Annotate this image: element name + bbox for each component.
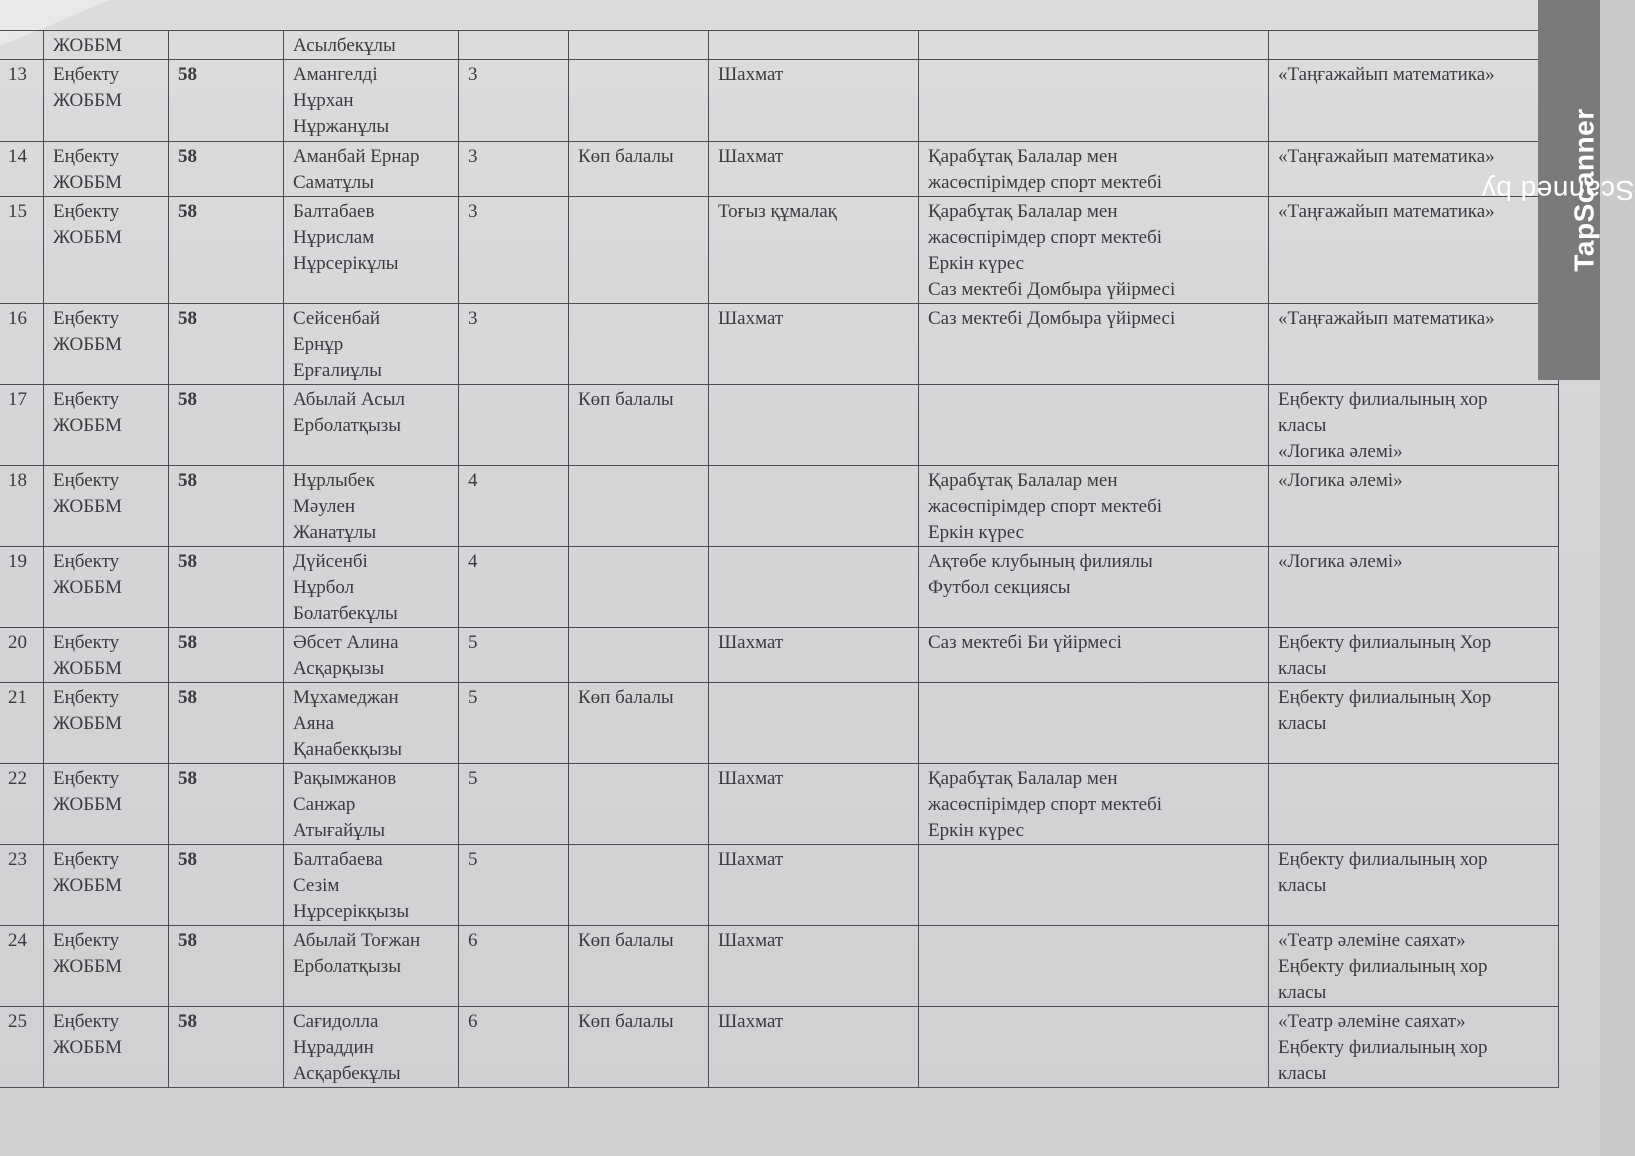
num-text: 14 bbox=[8, 146, 27, 167]
circle-line: «Таңғажайып математика» bbox=[1278, 64, 1495, 85]
school-text: ЖОББМ bbox=[53, 35, 122, 56]
num-text: 16 bbox=[8, 308, 27, 329]
class-cell bbox=[169, 764, 284, 845]
grade-cell bbox=[459, 926, 569, 1007]
district-cell bbox=[919, 926, 1269, 1007]
circle-line: класы bbox=[1278, 415, 1327, 436]
name-line: Сезім bbox=[293, 875, 340, 896]
name-line: Нұрсерікқызы bbox=[293, 901, 410, 922]
school-line: Еңбекту bbox=[53, 146, 120, 167]
circle-cell bbox=[1269, 926, 1559, 1007]
status-cell bbox=[569, 197, 709, 304]
school-line: Еңбекту bbox=[53, 849, 120, 870]
sport-cell bbox=[709, 1007, 919, 1088]
school-line: Еңбекту bbox=[53, 930, 120, 951]
school-cell bbox=[44, 764, 169, 845]
class-cell bbox=[169, 466, 284, 547]
circle-cell bbox=[1269, 304, 1559, 385]
circle-cell bbox=[1269, 628, 1559, 683]
table-row bbox=[0, 845, 1559, 926]
sport-cell bbox=[709, 60, 919, 142]
class-text: 58 bbox=[178, 201, 197, 222]
table-row bbox=[0, 60, 1559, 142]
class-cell bbox=[169, 1007, 284, 1088]
grade-cell bbox=[459, 547, 569, 628]
class-text: 58 bbox=[178, 308, 197, 329]
class-cell bbox=[169, 683, 284, 764]
district-line: Саз мектебі Би үйірмесі bbox=[928, 632, 1122, 653]
name-line: Нұрсерікұлы bbox=[293, 253, 399, 274]
name-line: Сағидолла bbox=[293, 1011, 379, 1032]
circle-line: класы bbox=[1278, 658, 1327, 679]
name-line: Санжар bbox=[293, 794, 356, 815]
school-cell bbox=[44, 197, 169, 304]
name-line: Абылай Асыл bbox=[293, 389, 405, 410]
class-text: 58 bbox=[178, 551, 197, 572]
circle-cell bbox=[1269, 31, 1559, 60]
circle-line: «Театр әлеміне саяхат» bbox=[1278, 930, 1466, 951]
name-cell bbox=[284, 31, 459, 60]
name-line: Атығайұлы bbox=[293, 820, 385, 841]
circle-cell bbox=[1269, 197, 1559, 304]
class-text: 58 bbox=[178, 632, 197, 653]
sport-cell bbox=[709, 845, 919, 926]
circle-cell bbox=[1269, 60, 1559, 142]
table-row bbox=[0, 304, 1559, 385]
grade-cell bbox=[459, 385, 569, 466]
status-text: Көп балалы bbox=[578, 1011, 674, 1032]
status-cell bbox=[569, 385, 709, 466]
school-line: ЖОББМ bbox=[53, 334, 122, 355]
name-line: Балтабаева bbox=[293, 849, 383, 870]
status-cell bbox=[569, 60, 709, 142]
circle-line: Еңбекту филиалының хор bbox=[1278, 389, 1488, 410]
status-cell bbox=[569, 845, 709, 926]
district-line: жасөспірімдер спорт мектебі bbox=[928, 227, 1163, 248]
sport-text: Шахмат bbox=[718, 930, 784, 951]
circle-line: Еңбекту филиалының хор bbox=[1278, 849, 1488, 870]
watermark-text bbox=[1481, 108, 1635, 272]
status-cell bbox=[569, 1007, 709, 1088]
name-line: Балтабаев bbox=[293, 201, 375, 222]
circle-line: «Логика әлемі» bbox=[1278, 441, 1403, 462]
school-cell bbox=[44, 142, 169, 197]
district-line: Қарабұтақ Балалар мен bbox=[928, 768, 1118, 789]
district-cell bbox=[919, 845, 1269, 926]
grade-cell bbox=[459, 845, 569, 926]
district-cell bbox=[919, 628, 1269, 683]
district-line: жасөспірімдер спорт мектебі bbox=[928, 172, 1163, 193]
sport-text: Шахмат bbox=[718, 849, 784, 870]
class-cell bbox=[169, 197, 284, 304]
num-cell bbox=[0, 304, 44, 385]
num-cell bbox=[0, 60, 44, 142]
name-cell bbox=[284, 466, 459, 547]
district-cell bbox=[919, 304, 1269, 385]
class-cell bbox=[169, 845, 284, 926]
school-line: Еңбекту bbox=[53, 551, 120, 572]
num-text: 19 bbox=[8, 551, 27, 572]
table-row bbox=[0, 385, 1559, 466]
num-cell bbox=[0, 547, 44, 628]
name-line: Әбсет Алина bbox=[293, 632, 399, 653]
school-line: ЖОББМ bbox=[53, 227, 122, 248]
table-row bbox=[0, 466, 1559, 547]
name-line: Нұраддин bbox=[293, 1037, 374, 1058]
name-line: Амангелді bbox=[293, 64, 378, 85]
num-cell bbox=[0, 628, 44, 683]
class-cell bbox=[169, 142, 284, 197]
num-text: 25 bbox=[8, 1011, 27, 1032]
num-cell bbox=[0, 31, 44, 60]
circle-cell bbox=[1269, 683, 1559, 764]
status-text: Көп балалы bbox=[578, 687, 674, 708]
class-cell bbox=[169, 628, 284, 683]
students-table bbox=[0, 30, 1559, 1088]
district-cell bbox=[919, 1007, 1269, 1088]
table-row bbox=[0, 547, 1559, 628]
school-line: ЖОББМ bbox=[53, 713, 122, 734]
school-line: ЖОББМ bbox=[53, 90, 122, 111]
circle-line: Еңбекту филиалының хор bbox=[1278, 1037, 1488, 1058]
status-cell bbox=[569, 304, 709, 385]
name-line: Ернұр bbox=[293, 334, 344, 355]
class-text: 58 bbox=[178, 470, 197, 491]
district-line: жасөспірімдер спорт мектебі bbox=[928, 496, 1163, 517]
school-line: ЖОББМ bbox=[53, 875, 122, 896]
num-cell bbox=[0, 683, 44, 764]
school-line: ЖОББМ bbox=[53, 1037, 122, 1058]
circle-line: класы bbox=[1278, 713, 1327, 734]
sport-text: Шахмат bbox=[718, 146, 784, 167]
name-line: Нұрлыбек bbox=[293, 470, 375, 491]
district-cell bbox=[919, 764, 1269, 845]
grade-cell bbox=[459, 142, 569, 197]
status-cell bbox=[569, 764, 709, 845]
grade-cell bbox=[459, 31, 569, 60]
sport-cell bbox=[709, 547, 919, 628]
school-cell bbox=[44, 385, 169, 466]
class-cell bbox=[169, 60, 284, 142]
circle-line: «Логика әлемі» bbox=[1278, 470, 1403, 491]
class-text: 58 bbox=[178, 1011, 197, 1032]
school-line: Еңбекту bbox=[53, 632, 120, 653]
sport-text: Шахмат bbox=[718, 308, 784, 329]
grade-text: 5 bbox=[468, 768, 478, 789]
school-cell bbox=[44, 1007, 169, 1088]
district-line: Қарабұтақ Балалар мен bbox=[928, 146, 1118, 167]
class-text: 58 bbox=[178, 930, 197, 951]
class-text: 58 bbox=[178, 64, 197, 85]
sport-cell bbox=[709, 304, 919, 385]
name-line: Сейсенбай bbox=[293, 308, 381, 329]
status-cell bbox=[569, 142, 709, 197]
school-line: Еңбекту bbox=[53, 768, 120, 789]
sport-cell bbox=[709, 764, 919, 845]
status-cell bbox=[569, 466, 709, 547]
class-text: 58 bbox=[178, 849, 197, 870]
table-row bbox=[0, 628, 1559, 683]
school-cell bbox=[44, 466, 169, 547]
school-line: ЖОББМ bbox=[53, 794, 122, 815]
num-text: 18 bbox=[8, 470, 27, 491]
watermark-brand: TapScanner bbox=[1569, 108, 1601, 272]
school-line: Еңбекту bbox=[53, 308, 120, 329]
school-cell bbox=[44, 60, 169, 142]
name-cell bbox=[284, 845, 459, 926]
circle-line: Еңбекту филиалының Хор bbox=[1278, 687, 1492, 708]
name-cell bbox=[284, 142, 459, 197]
school-line: Еңбекту bbox=[53, 201, 120, 222]
name-line: Мұхамеджан bbox=[293, 687, 399, 708]
sport-text: Шахмат bbox=[718, 1011, 784, 1032]
name-line: Ерболатқызы bbox=[293, 415, 402, 436]
num-text: 17 bbox=[8, 389, 27, 410]
district-cell bbox=[919, 142, 1269, 197]
num-text: 15 bbox=[8, 201, 27, 222]
circle-line: «Театр әлеміне саяхат» bbox=[1278, 1011, 1466, 1032]
grade-text: 3 bbox=[468, 64, 478, 85]
name-line: Саматұлы bbox=[293, 172, 374, 193]
table-row bbox=[0, 683, 1559, 764]
sport-cell bbox=[709, 683, 919, 764]
school-line: Еңбекту bbox=[53, 687, 120, 708]
school-line: ЖОББМ bbox=[53, 956, 122, 977]
district-cell bbox=[919, 60, 1269, 142]
grade-text: 3 bbox=[468, 201, 478, 222]
district-cell bbox=[919, 547, 1269, 628]
num-cell bbox=[0, 1007, 44, 1088]
school-line: ЖОББМ bbox=[53, 658, 122, 679]
name-line: Дүйсенбі bbox=[293, 551, 368, 572]
status-cell bbox=[569, 547, 709, 628]
district-line: жасөспірімдер спорт мектебі bbox=[928, 794, 1163, 815]
num-cell bbox=[0, 926, 44, 1007]
name-cell bbox=[284, 385, 459, 466]
name-cell bbox=[284, 628, 459, 683]
district-cell bbox=[919, 385, 1269, 466]
sport-text: Тоғыз құмалақ bbox=[718, 201, 837, 222]
grade-text: 5 bbox=[468, 632, 478, 653]
district-line: Қарабұтақ Балалар мен bbox=[928, 201, 1118, 222]
num-text: 24 bbox=[8, 930, 27, 951]
name-cell bbox=[284, 926, 459, 1007]
school-cell bbox=[44, 628, 169, 683]
district-line: Футбол секциясы bbox=[928, 577, 1071, 598]
name-line: Ерғалиұлы bbox=[293, 360, 382, 381]
circle-cell bbox=[1269, 547, 1559, 628]
circle-cell bbox=[1269, 1007, 1559, 1088]
sport-cell bbox=[709, 142, 919, 197]
circle-line: «Таңғажайып математика» bbox=[1278, 201, 1495, 222]
class-text: 58 bbox=[178, 687, 197, 708]
circle-cell bbox=[1269, 845, 1559, 926]
status-cell bbox=[569, 31, 709, 60]
district-line: Еркін күрес bbox=[928, 522, 1025, 543]
district-cell bbox=[919, 683, 1269, 764]
district-line: Ақтөбе клубының филиялы bbox=[928, 551, 1153, 572]
table-row bbox=[0, 1007, 1559, 1088]
school-line: ЖОББМ bbox=[53, 172, 122, 193]
scanner-watermark bbox=[1481, 0, 1635, 380]
watermark-prefix: Scanned by bbox=[1481, 175, 1635, 206]
class-text: 58 bbox=[178, 146, 197, 167]
name-line: Абылай Тоғжан bbox=[293, 930, 421, 951]
status-cell bbox=[569, 926, 709, 1007]
sport-cell bbox=[709, 31, 919, 60]
sport-text: Шахмат bbox=[718, 768, 784, 789]
name-cell bbox=[284, 547, 459, 628]
class-text: 58 bbox=[178, 768, 197, 789]
num-text: 21 bbox=[8, 687, 27, 708]
class-cell bbox=[169, 547, 284, 628]
status-cell bbox=[569, 628, 709, 683]
table-row bbox=[0, 197, 1559, 304]
status-text: Көп балалы bbox=[578, 930, 674, 951]
name-text: Асылбекұлы bbox=[293, 35, 396, 56]
num-cell bbox=[0, 764, 44, 845]
name-line: Рақымжанов bbox=[293, 768, 397, 789]
status-text: Көп балалы bbox=[578, 389, 674, 410]
class-cell bbox=[169, 304, 284, 385]
school-line: Еңбекту bbox=[53, 1011, 120, 1032]
school-cell bbox=[44, 926, 169, 1007]
grade-cell bbox=[459, 466, 569, 547]
school-line: ЖОББМ bbox=[53, 415, 122, 436]
grade-cell bbox=[459, 628, 569, 683]
grade-text: 3 bbox=[468, 146, 478, 167]
circle-cell bbox=[1269, 764, 1559, 845]
grade-text: 5 bbox=[468, 687, 478, 708]
school-cell bbox=[44, 547, 169, 628]
num-text: 22 bbox=[8, 768, 27, 789]
sport-cell bbox=[709, 197, 919, 304]
district-line: Саз мектебі Домбыра үйірмесі bbox=[928, 279, 1176, 300]
name-cell bbox=[284, 60, 459, 142]
district-cell bbox=[919, 197, 1269, 304]
grade-text: 6 bbox=[468, 930, 478, 951]
grade-text: 6 bbox=[468, 1011, 478, 1032]
name-line: Аяна bbox=[293, 713, 335, 734]
sport-cell bbox=[709, 628, 919, 683]
district-line: Саз мектебі Домбыра үйірмесі bbox=[928, 308, 1176, 329]
school-cell bbox=[44, 31, 169, 60]
class-text: 58 bbox=[178, 389, 197, 410]
grade-cell bbox=[459, 764, 569, 845]
school-line: Еңбекту bbox=[53, 470, 120, 491]
class-cell bbox=[169, 385, 284, 466]
circle-cell bbox=[1269, 385, 1559, 466]
sport-cell bbox=[709, 385, 919, 466]
name-line: Ерболатқызы bbox=[293, 956, 402, 977]
school-line: ЖОББМ bbox=[53, 577, 122, 598]
sport-cell bbox=[709, 926, 919, 1007]
sport-cell bbox=[709, 466, 919, 547]
circle-line: класы bbox=[1278, 1063, 1327, 1084]
table-row bbox=[0, 926, 1559, 1007]
grade-text: 5 bbox=[468, 849, 478, 870]
name-line: Нұржанұлы bbox=[293, 116, 390, 137]
circle-line: класы bbox=[1278, 982, 1327, 1003]
grade-cell bbox=[459, 1007, 569, 1088]
name-cell bbox=[284, 304, 459, 385]
district-line: Еркін күрес bbox=[928, 253, 1025, 274]
name-line: Нұрбол bbox=[293, 577, 355, 598]
grade-text: 3 bbox=[468, 308, 478, 329]
grade-text: 4 bbox=[468, 551, 478, 572]
grade-cell bbox=[459, 60, 569, 142]
num-cell bbox=[0, 385, 44, 466]
table-row bbox=[0, 142, 1559, 197]
circle-line: «Логика әлемі» bbox=[1278, 551, 1403, 572]
school-cell bbox=[44, 845, 169, 926]
name-line: Нұрхан bbox=[293, 90, 354, 111]
grade-cell bbox=[459, 197, 569, 304]
circle-line: Еңбекту филиалының хор bbox=[1278, 956, 1488, 977]
num-text: 13 bbox=[8, 64, 27, 85]
status-text: Көп балалы bbox=[578, 146, 674, 167]
table-row bbox=[0, 764, 1559, 845]
name-line: Асқарқызы bbox=[293, 658, 385, 679]
num-cell bbox=[0, 466, 44, 547]
num-text: 20 bbox=[8, 632, 27, 653]
sport-text: Шахмат bbox=[718, 64, 784, 85]
name-line: Болатбекұлы bbox=[293, 603, 398, 624]
grade-text: 4 bbox=[468, 470, 478, 491]
circle-cell bbox=[1269, 466, 1559, 547]
class-cell bbox=[169, 31, 284, 60]
num-cell bbox=[0, 197, 44, 304]
name-line: Аманбай Ернар bbox=[293, 146, 420, 167]
class-cell bbox=[169, 926, 284, 1007]
status-cell bbox=[569, 683, 709, 764]
num-cell bbox=[0, 845, 44, 926]
circle-line: Еңбекту филиалының Хор bbox=[1278, 632, 1492, 653]
district-cell bbox=[919, 31, 1269, 60]
circle-line: «Таңғажайып математика» bbox=[1278, 308, 1495, 329]
name-line: Қанабекқызы bbox=[293, 739, 403, 760]
sport-text: Шахмат bbox=[718, 632, 784, 653]
school-line: ЖОББМ bbox=[53, 496, 122, 517]
name-line: Жанатұлы bbox=[293, 522, 377, 543]
num-text: 23 bbox=[8, 849, 27, 870]
name-cell bbox=[284, 683, 459, 764]
school-cell bbox=[44, 304, 169, 385]
grade-cell bbox=[459, 683, 569, 764]
circle-line: класы bbox=[1278, 875, 1327, 896]
circle-line: «Таңғажайып математика» bbox=[1278, 146, 1495, 167]
school-line: Еңбекту bbox=[53, 389, 120, 410]
name-cell bbox=[284, 1007, 459, 1088]
grade-cell bbox=[459, 304, 569, 385]
name-cell bbox=[284, 764, 459, 845]
table-row bbox=[0, 31, 1559, 60]
num-cell bbox=[0, 142, 44, 197]
district-line: Қарабұтақ Балалар мен bbox=[928, 470, 1118, 491]
school-line: Еңбекту bbox=[53, 64, 120, 85]
school-cell bbox=[44, 683, 169, 764]
name-cell bbox=[284, 197, 459, 304]
name-line: Асқарбекұлы bbox=[293, 1063, 401, 1084]
district-line: Еркін күрес bbox=[928, 820, 1025, 841]
name-line: Нұрислам bbox=[293, 227, 375, 248]
name-line: Мәулен bbox=[293, 496, 356, 517]
district-cell bbox=[919, 466, 1269, 547]
